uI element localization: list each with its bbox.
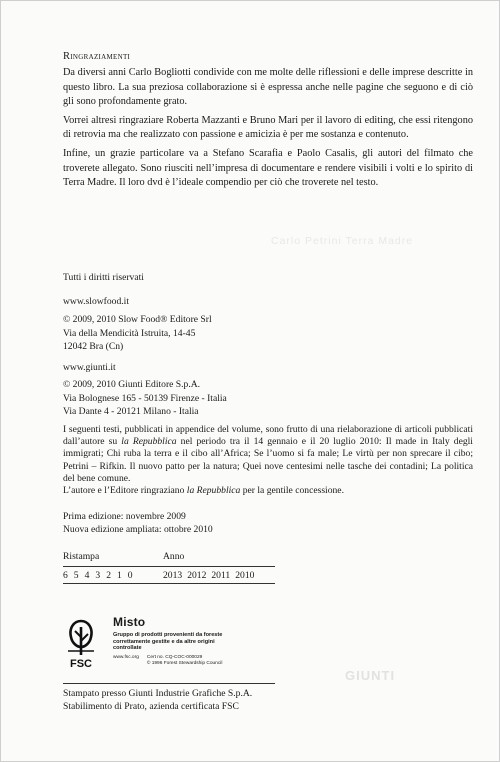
divider [63, 683, 275, 684]
svg-text:FSC: FSC [70, 658, 92, 670]
divider [63, 583, 275, 584]
slowfood-url: www.slowfood.it [63, 296, 129, 307]
anno-label: Anno [163, 551, 185, 562]
reprint-header [63, 551, 275, 564]
reprint-values [63, 570, 275, 581]
sources-paragraph: I seguenti testi, pubblicati in appendice del volume, sono frutto di una rielaborazione di articoli pubblicati dall’autore su la Repubblica nel periodo tra il 14 gennaio e il 20 luglio 2010: Il made in Italy degli immigrati; Chi ruba la terra e il cibo all’Africa; Se l’uomo si fa male; Le virtù per non sprecare il cibo; Petrini – Rifkin. Il nuovo patto per la natura; Quei nove centesimi nelle tasche dei contadini; La politica del bene comune. [63, 424, 473, 484]
fsc-certification [63, 615, 283, 681]
fsc-description: Gruppo di prodotti provenienti da foreste correttamente gestite e da altre origini controllate [113, 632, 223, 652]
show-through-ghost-text: Carlo Petrini Terra Madre [271, 235, 414, 247]
fsc-council: © 1996 Forest Stewardship Council [146, 660, 223, 666]
first-edition: Prima edizione: novembre 2009 [63, 511, 186, 522]
printer-block [63, 687, 473, 714]
fsc-title: Misto [113, 615, 146, 629]
new-edition: Nuova edizione ampliata: ottobre 2010 [63, 524, 213, 536]
fsc-tree-logo-icon [63, 617, 99, 673]
printer-name: Stampato presso Giunti Industrie Grafiche S.p.A. [63, 688, 253, 699]
article-sources-note [63, 424, 473, 497]
permission-line: L’autore e l’Editore ringraziano la Repubblica per la gentile concessione. [63, 485, 344, 497]
reprint-digits: 6 5 4 3 2 1 0 [63, 570, 133, 581]
reprint-table [63, 551, 275, 587]
rights-reserved: Tutti i diritti riservati [63, 272, 144, 283]
acknowledgements-heading: Ringraziamenti [63, 51, 131, 62]
acknowledgements-paragraph: Infine, un grazie particolare va a Stefano Scarafia e Paolo Casalis, gli autori del filmato che troverete allegato. Sono riusciti nell’impresa di documentare e rendere visibili i volti e lo spirito di Terra Madre. Il loro dvd è l’ideale compendio per ciò che troverete nel testo. [63, 147, 473, 189]
newspaper-title: la Repubblica [186, 485, 241, 497]
fsc-website: www.fsc.org [113, 654, 139, 660]
giunti-copyright: © 2009, 2010 Giunti Editore S.p.A. [63, 379, 201, 391]
printer-plant: Stabilimento di Prato, azienda certificata FSC [63, 701, 239, 713]
slowfood-address: Via della Mendicità Istruita, 14-45 [63, 327, 196, 339]
newspaper-title: la Repubblica [121, 436, 177, 448]
editions-block [63, 510, 473, 537]
giunti-address-florence: Via Bolognese 165 - 50139 Firenze - Italia [63, 392, 227, 404]
giunti-publisher-block [63, 361, 473, 419]
acknowledgements-paragraph: Vorrei altresì ringraziare Roberta Mazzanti e Bruno Mari per il lavoro di editing, che essi ritengono di retrovia ma che realizzato con passione e amicizia è per me sostanza e contenuto. [63, 114, 473, 141]
giunti-url: www.giunti.it [63, 362, 116, 373]
reprint-years: 2013 2012 2011 2010 [163, 570, 255, 581]
slowfood-copyright: © 2009, 2010 Slow Food® Editore Srl [63, 314, 212, 326]
acknowledgements-section [63, 51, 473, 191]
slowfood-publisher-block [63, 295, 473, 354]
fsc-label-text [113, 615, 222, 666]
ristampa-label: Ristampa [63, 551, 100, 562]
acknowledgements-paragraph: Da diversi anni Carlo Bogliotti condivide con me molte delle riflessioni e delle imprese descritte in questo libro. La sua preziosa collaborazione si è espressa anche nelle pagine che seguono e di ciò gli sono profondamente grato. [63, 67, 473, 108]
fsc-footer [113, 655, 222, 667]
giunti-watermark-logo: GIUNTI [345, 668, 396, 683]
slowfood-city: 12042 Bra (Cn) [63, 341, 124, 353]
giunti-address-milan: Via Dante 4 - 20121 Milano - Italia [63, 406, 199, 418]
divider [63, 566, 275, 567]
fsc-cert-number: Cert no. CQ-COC-000029 [146, 654, 203, 660]
